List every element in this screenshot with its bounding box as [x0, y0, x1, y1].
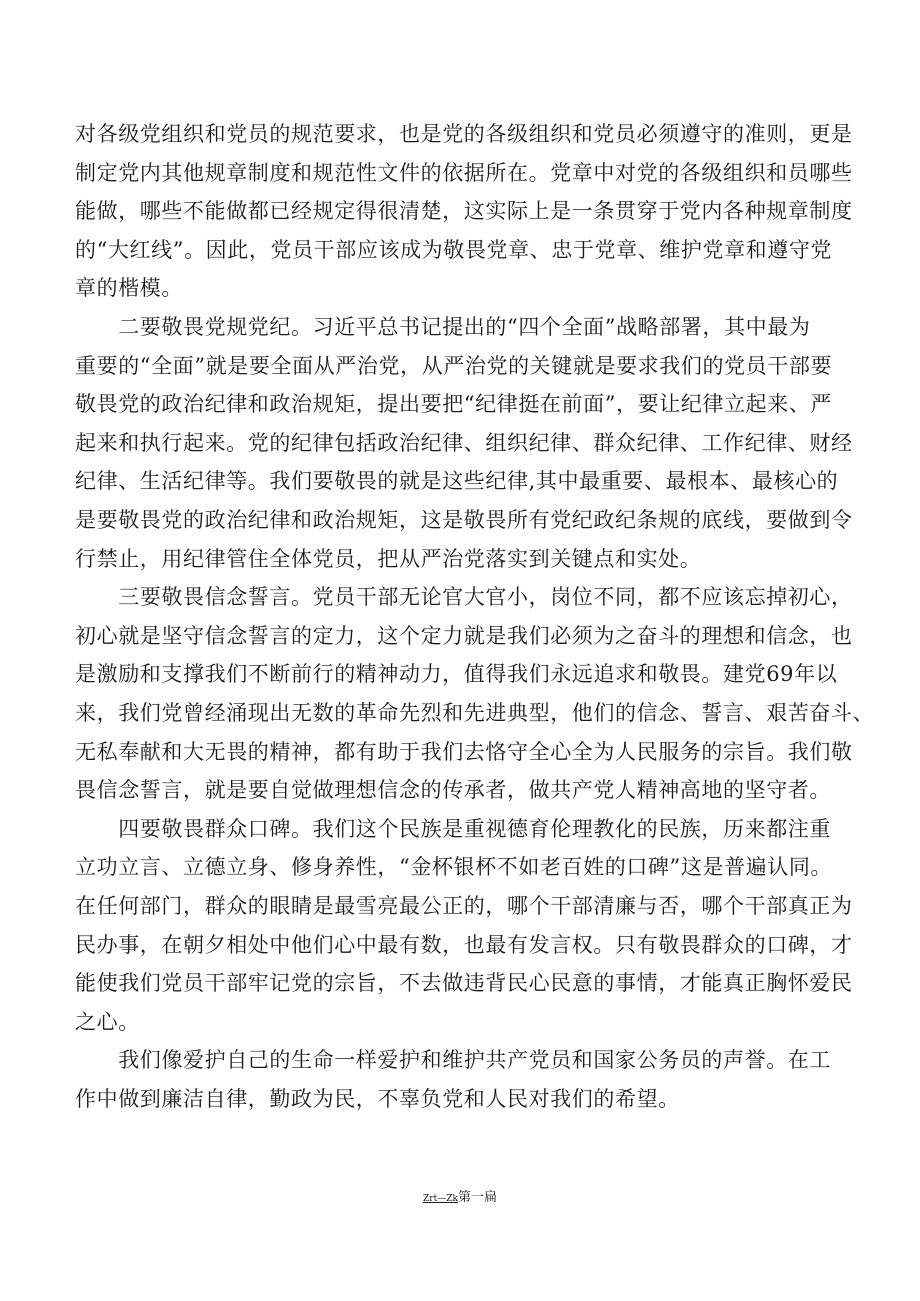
text-line: 能做，哪些不能做都已经规定得很清楚，这实际上是一条贯穿于党内各种规章制度: [75, 199, 853, 224]
text-line: 二要敬畏党规党纪。习近平总书记提出的“四个全面”战略部署，其中最为: [75, 315, 811, 339]
text-line: 重要的“全面”就是要全面从严治党，从严治党的关键就是要求我们的党员干部要: [75, 353, 833, 378]
text-line: 立功立言、立德立身、修身养性，“金杯银杯不如老百姓的口碑”这是普遍认同。: [75, 855, 833, 880]
text-line: 章的楷模。: [75, 276, 183, 301]
text-line: 纪律、生活纪律等。我们要敬畏的就是这些纪律,其中最重要、最根本、最核心的: [75, 469, 839, 494]
text-line: 在任何部门，群众的眼睛是最雪亮最公正的，哪个干部清廉与否，哪个干部真正为: [75, 894, 853, 918]
text-line: 我们像爱护自己的生命一样爱护和维护共产党员和国家公务员的声誉。在工: [75, 1048, 831, 1073]
text-line: 之心。: [75, 1009, 140, 1034]
text-line: 来，我们党曾经涌现出无数的革命先烈和先进典型，他们的信念、誓言、艰苦奋斗、: [75, 701, 875, 725]
text-line: 行禁止，用纪律管住全体党员，把从严治党落实到关键点和实处。: [75, 546, 702, 571]
text-line: 是要敬畏党的政治纪律和政治规矩，这是敬畏所有党纪政纪条规的底线，要做到令: [75, 508, 853, 532]
footer-small-text: Zrt—Zk: [423, 1194, 458, 1204]
text-line: 民办事，在朝夕相处中他们心中最有数，也最有发言权。只有敬畏群众的口碑，才: [75, 932, 853, 957]
text-line: 无私奉献和大无畏的精神，都有助于我们去恪守全心全为人民服务的宗旨。我们敬: [75, 739, 853, 764]
text-line: 是激励和支撑我们不断前行的精神动力，值得我们永远追求和敬畏。建党69年以: [75, 662, 838, 687]
text-line: 作中做到廉洁自律，勤政为民，不辜负党和人民对我们的希望。: [75, 1087, 680, 1111]
text-line: 起来和执行起来。党的纪律包括政治纪律、组织纪律、群众纪律、工作纪律、财经: [75, 430, 853, 455]
text-line: 制定党内其他规章制度和规范性文件的依据所在。党章中对党的各级组织和员哪些: [75, 160, 853, 185]
text-line: 四要敬畏群众口碑。我们这个民族是重视德育伦理教化的民族，历来都注重: [75, 816, 831, 841]
text-line: 的“大红线”。因此，党员干部应该成为敬畏党章、忠于党章、维护党章和遵守党: [75, 237, 833, 262]
text-line: 能使我们党员干部牢记党的宗旨，不去做违背民心民意的事情，才能真正胸怀爱民: [75, 971, 853, 996]
footer-label: 第一扁: [457, 1190, 497, 1205]
page-footer: [0, 1186, 920, 1205]
text-line: 敬畏党的政治纪律和政治规矩，提出要把“纪律挺在前面”，要让纪律立起来、严: [75, 392, 833, 417]
text-line: 畏信念誓言，就是要自觉做理想信念的传承者，做共产党人精神高地的坚守者。: [75, 778, 831, 803]
text-line: 对各级党组织和党员的规范要求，也是党的各级组织和党员必须遵守的准则，更是: [75, 122, 853, 146]
text-line: 三要敬畏信念誓言。党员干部无论官大官小，岗位不同，都不应该忘掉初心，: [75, 585, 853, 610]
text-line: 初心就是坚守信念誓言的定力，这个定力就是我们必须为之奋斗的理想和信念，也: [75, 623, 853, 648]
